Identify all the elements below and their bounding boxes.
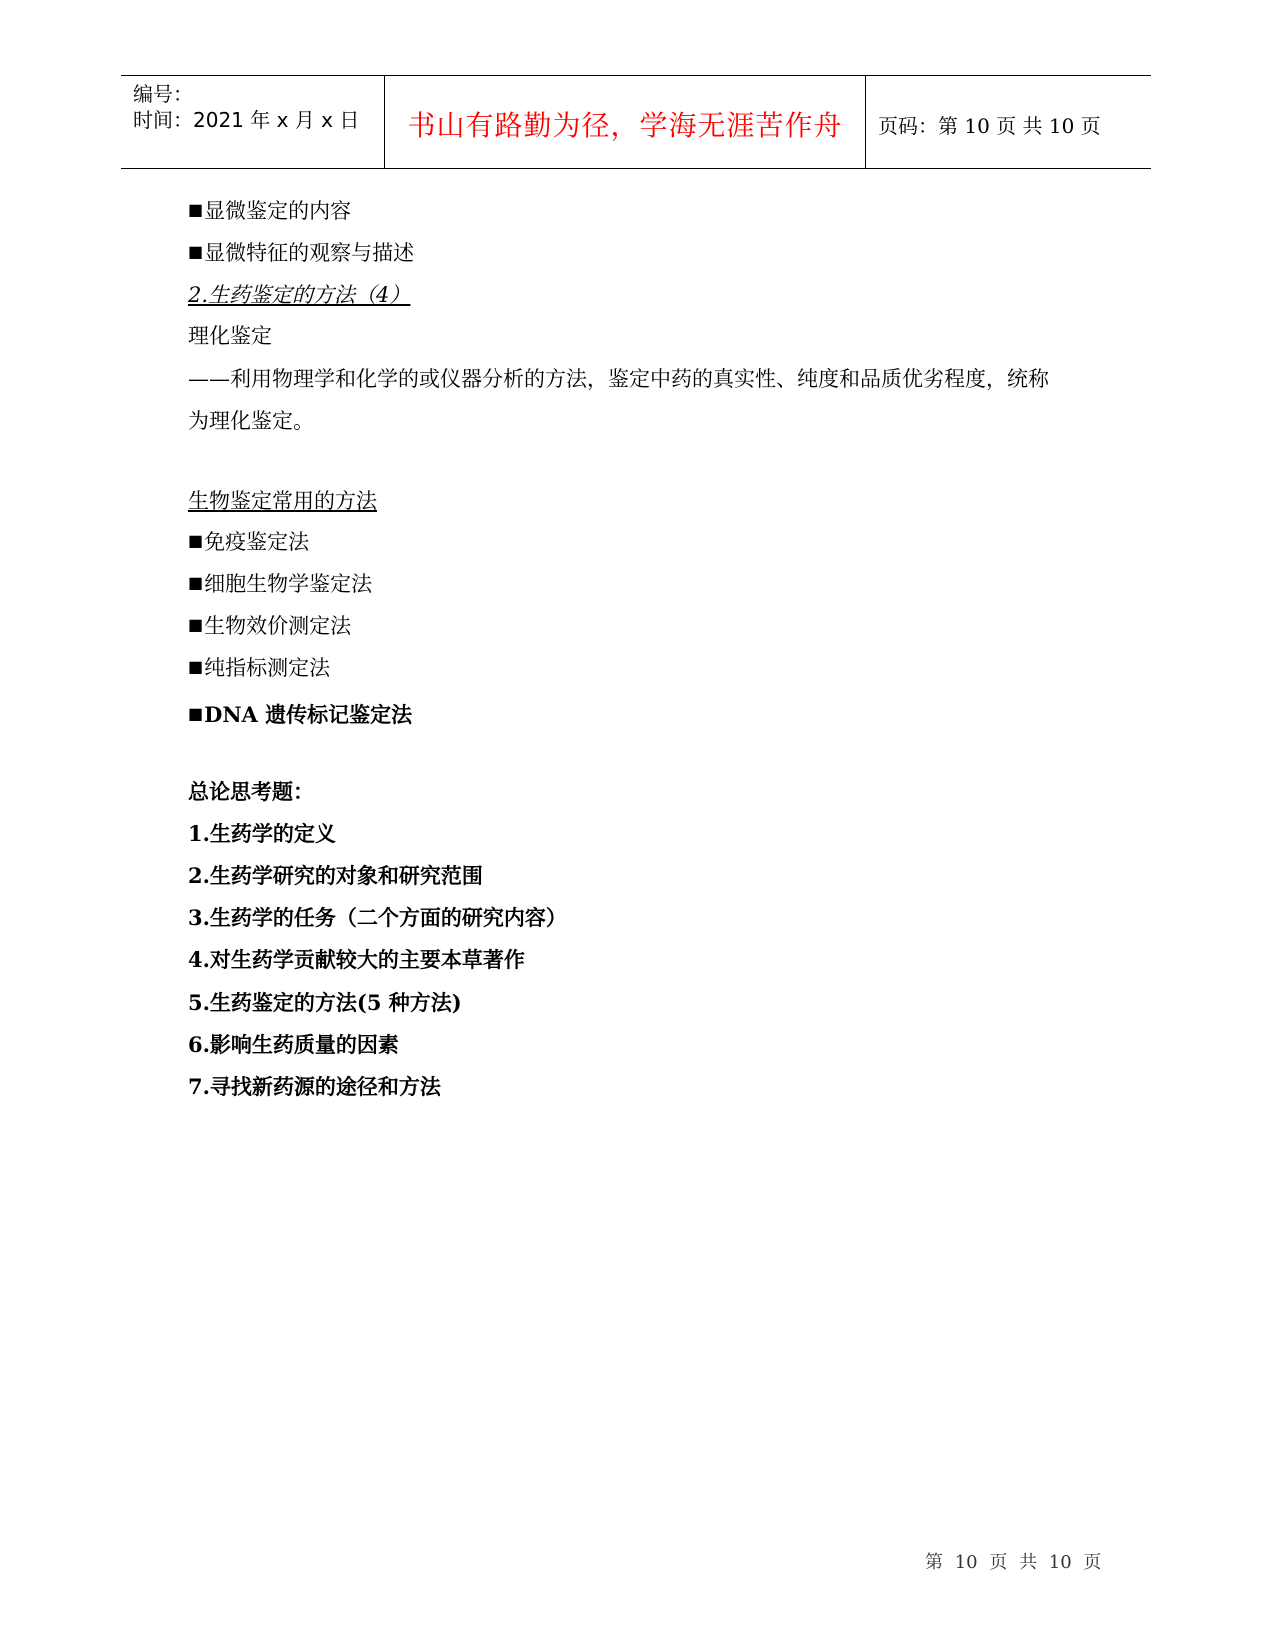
list-item: ■DNA 遗传标记鉴定法: [188, 702, 413, 727]
bullet-icon: ■: [188, 531, 204, 550]
physchem-definition-line-1: ——利用物理学和化学的或仪器分析的方法，鉴定中药的真实性、纯度和品质优劣程度，统称: [188, 367, 1049, 391]
list-item: ■细胞生物学鉴定法: [188, 572, 373, 596]
time-label: 时间：2021 年 x 月 x 日: [133, 108, 360, 132]
questions-title: 总论思考题：: [188, 779, 314, 804]
list-item: ■生物效价测定法: [188, 614, 352, 638]
list-item: ■显微鉴定的内容: [188, 199, 352, 223]
question-item: 5.生药鉴定的方法(5 种方法): [188, 990, 462, 1015]
header-page-info: 页码：第 10 页 共 10 页: [878, 114, 1101, 138]
number-label: 编号：: [133, 82, 193, 106]
question-item: 4.对生药学贡献较大的主要本草著作: [188, 947, 525, 972]
section-title: 2.生药鉴定的方法（4）: [188, 283, 411, 307]
header-right-cell: [866, 76, 1151, 168]
physchem-definition-line-2: 为理化鉴定。: [188, 409, 314, 433]
question-item: 2.生药学研究的对象和研究范围: [188, 863, 483, 888]
header-left-cell: [121, 76, 384, 168]
bullet-icon: ■: [188, 242, 204, 261]
list-item: ■免疫鉴定法: [188, 530, 310, 554]
bullet-icon: ■: [188, 200, 204, 219]
question-item: 3.生药学的任务（二个方面的研究内容）: [188, 905, 567, 930]
list-item: ■显微特征的观察与描述: [188, 241, 415, 265]
list-item: ■纯指标测定法: [188, 656, 331, 680]
bullet-icon: ■: [188, 657, 204, 676]
question-item: 1.生药学的定义: [188, 821, 336, 846]
header-mid-cell: [384, 76, 866, 168]
physchem-title: 理化鉴定: [188, 324, 272, 348]
footer-page-number: 第 10 页 共 10 页: [925, 1552, 1102, 1573]
question-item: 6.影响生药质量的因素: [188, 1032, 399, 1057]
bio-methods-title: 生物鉴定常用的方法: [188, 489, 377, 513]
bullet-icon: ■: [188, 573, 204, 592]
header-table: [121, 75, 1151, 169]
bullet-icon: ■: [188, 615, 204, 634]
bullet-icon: ■: [188, 704, 204, 723]
question-item: 7.寻找新药源的途径和方法: [188, 1074, 441, 1099]
motto: 书山有路勤为径，学海无涯苦作舟: [407, 109, 843, 142]
